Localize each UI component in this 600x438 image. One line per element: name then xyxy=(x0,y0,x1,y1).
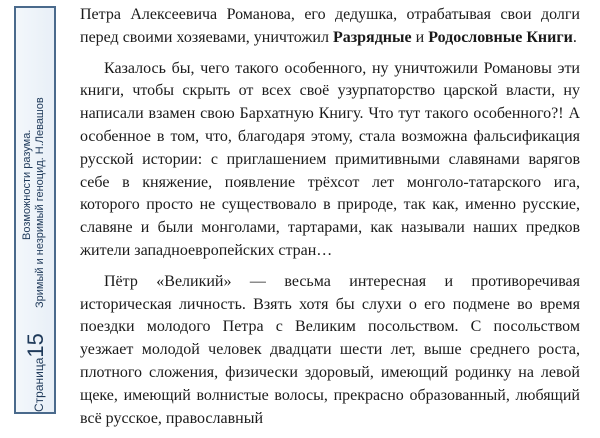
paragraph-3: Пётр «Великий» — весьма интересная и противоречивая историческая личность. Взять хотя бы слухи о его подмене во время поездки молодого Петра с Великим посольством. С посольством уезжает молодой человек двадцати шести лет, выше среднего роста, плотного сложения, физически здоровый, имеющий родинку на левой щеке, имеющий волнистые волосы, прекрасно образованный, любящий всё русское, православный xyxy=(80,272,580,427)
page-number: 15 xyxy=(23,333,48,358)
paragraph-2: Казалось бы, чего такого особенного, ну уничтожили Романовы эти книги, чтобы скрыть от всех своё узурпаторство царской власти, ну написали взамен свою Бархатную Книгу. Что тут такого особенного?! А особенное в том, что, благодаря этому, стала возможна фальсификация русской истории: с приглашением примитивными славянами варягов себе в княжение, появление трёхсот лет монголо-татарского ига, которого просто не существовало в природе, так как, именно русские, славяне и были монголами, тартарами, как называли наших предков жители западноевропейских стран… xyxy=(80,59,580,259)
book-title: Возможности разума. xyxy=(21,129,33,240)
page-label: Страница xyxy=(32,357,46,412)
bold-term-razryadnye: Разрядные xyxy=(332,28,412,46)
page-sidebar xyxy=(14,6,56,414)
document-body xyxy=(80,4,580,438)
paragraph-1-mid: и xyxy=(411,28,429,46)
paragraph-1-lead: Петра Алексеевича Романова, его дедушка, отрабатывая свои долги перед своими хозяевами, уничтожил xyxy=(80,6,580,46)
page-indicator xyxy=(22,333,53,412)
bold-term-rodoslovnye: Родословные Книги xyxy=(428,28,573,46)
paragraph-1-tail: . xyxy=(572,28,577,46)
book-subtitle: Зримый и незримый геноцид. Н.Левашов xyxy=(34,97,46,308)
paragraph-1 xyxy=(80,4,580,50)
